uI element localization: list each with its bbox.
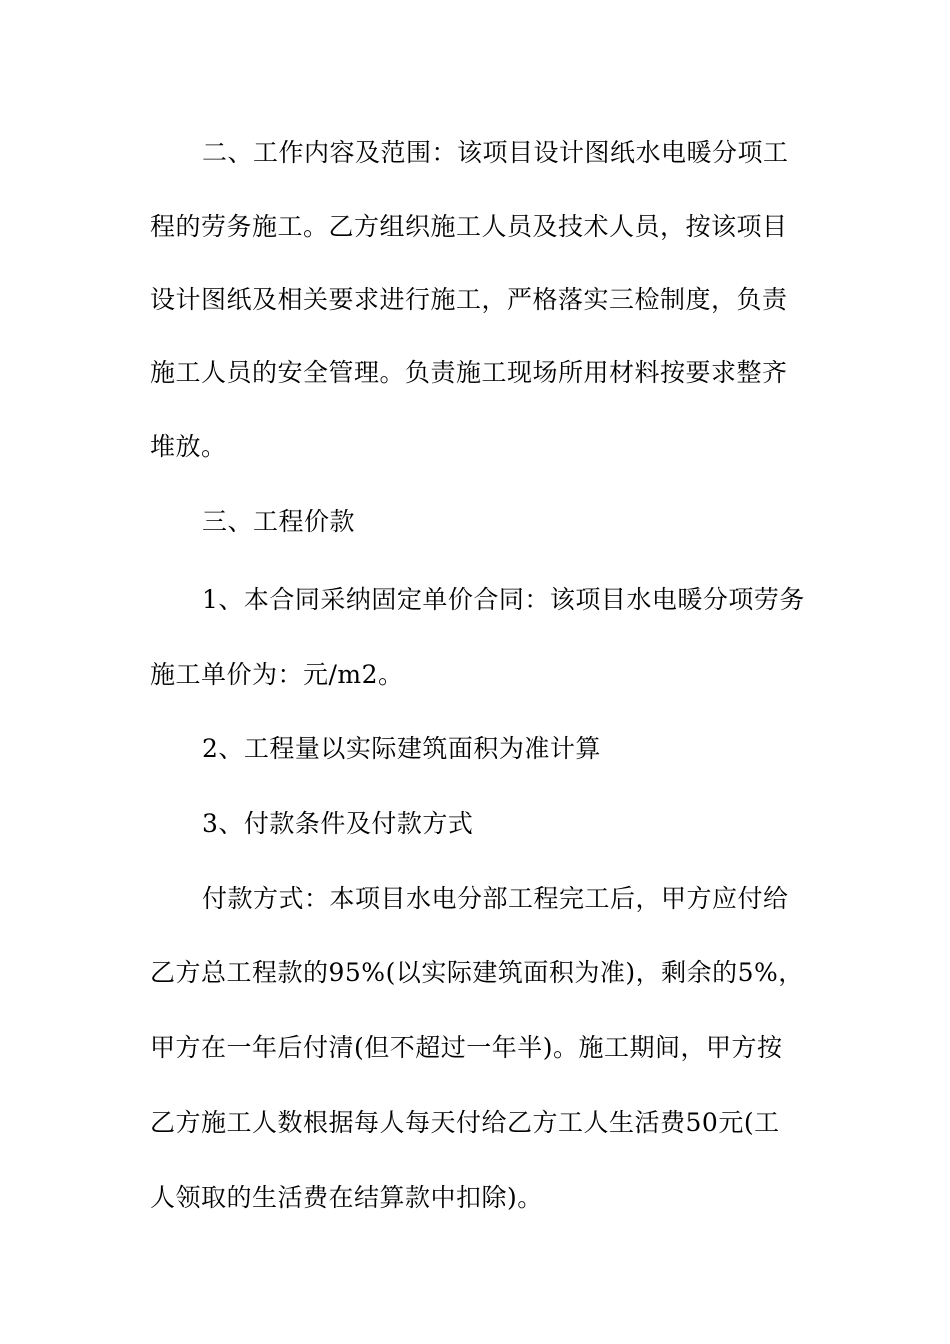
paragraph-line: 2、工程量以实际建筑面积为准计算 xyxy=(202,734,601,763)
paragraph-line: 施工人员的安全管理。负责施工现场所用材料按要求整齐 xyxy=(150,358,788,387)
paragraph-line: 人领取的生活费在结算款中扣除)。 xyxy=(150,1183,543,1212)
paragraph-line: 甲方在一年后付清(但不超过一年半)。施工期间，甲方按 xyxy=(150,1033,783,1062)
paragraph-line: 付款方式：本项目水电分部工程完工后，甲方应付给 xyxy=(202,884,789,913)
paragraph-line: 设计图纸及相关要求进行施工，严格落实三检制度，负责 xyxy=(150,285,788,314)
paragraph-line: 二、工作内容及范围：该项目设计图纸水电暖分项工 xyxy=(202,138,789,167)
paragraph-line: 乙方施工人数根据每人每天付给乙方工人生活费50元(工 xyxy=(150,1108,780,1137)
paragraph-line: 施工单价为：元/m2。 xyxy=(150,660,404,689)
paragraph-line: 乙方总工程款的95%(以实际建筑面积为准)，剩余的5%， xyxy=(150,958,804,987)
paragraph-line: 程的劳务施工。乙方组织施工人员及技术人员，按该项目 xyxy=(150,212,788,241)
paragraph-line: 3、付款条件及付款方式 xyxy=(202,809,474,838)
paragraph-line: 1、本合同采纳固定单价合同：该项目水电暖分项劳务 xyxy=(202,585,805,614)
section-heading: 三、工程价款 xyxy=(202,507,356,536)
paragraph-line: 堆放。 xyxy=(150,432,227,461)
